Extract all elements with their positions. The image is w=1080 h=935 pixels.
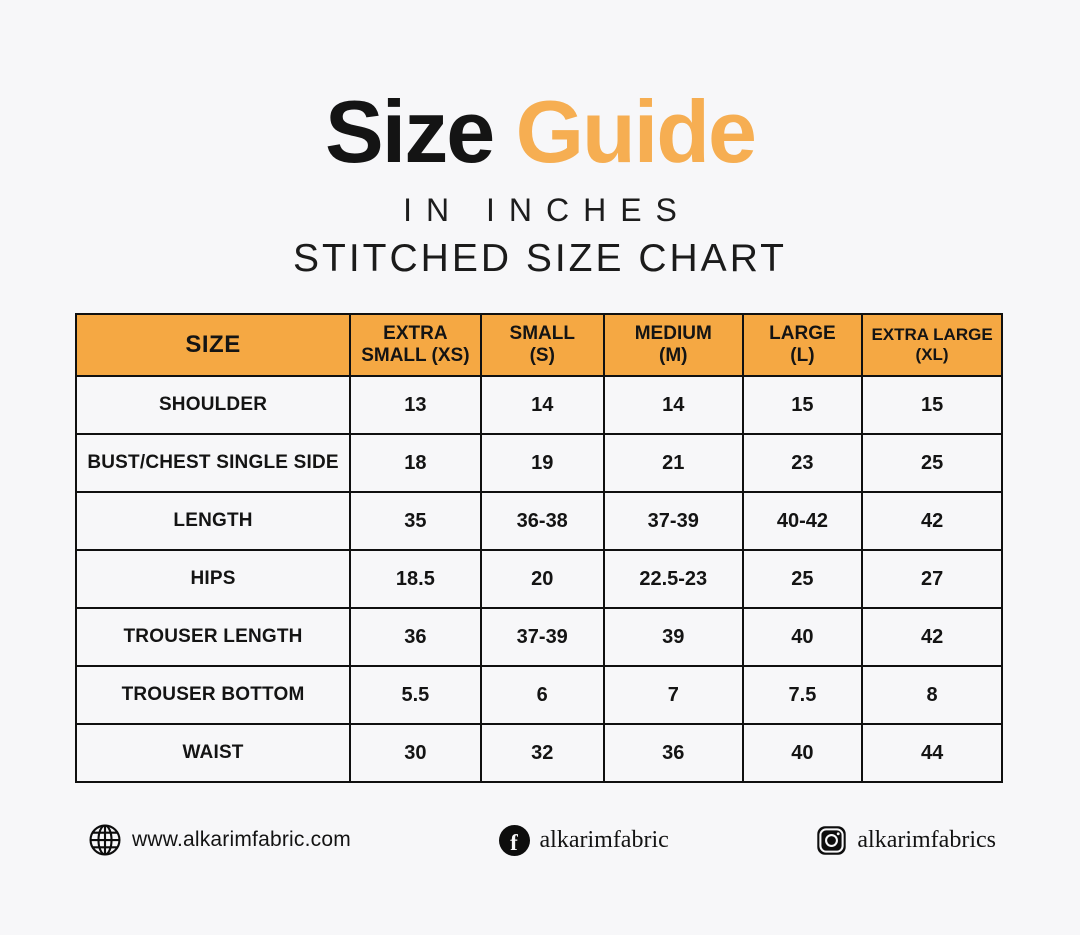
measurement-value: 40	[743, 724, 862, 782]
measurement-value: 6	[481, 666, 604, 724]
globe-icon	[88, 823, 122, 857]
heading-block	[0, 82, 1080, 281]
measurement-value: 36	[604, 724, 743, 782]
measurement-value: 22.5-23	[604, 550, 743, 608]
measurement-value: 42	[862, 492, 1002, 550]
column-header: EXTRA SMALL (XS)	[350, 314, 481, 376]
measurement-value: 37-39	[481, 608, 604, 666]
measurement-value: 25	[862, 434, 1002, 492]
measurement-value: 36	[350, 608, 481, 666]
measurement-value: 25	[743, 550, 862, 608]
measurement-value: 21	[604, 434, 743, 492]
measurement-value: 14	[481, 376, 604, 434]
footer-facebook	[499, 825, 669, 856]
measurement-value: 14	[604, 376, 743, 434]
table-row	[76, 550, 1002, 608]
measurement-value: 15	[862, 376, 1002, 434]
footer	[88, 818, 996, 862]
measurement-value: 40	[743, 608, 862, 666]
row-label: WAIST	[76, 724, 350, 782]
measurement-value: 35	[350, 492, 481, 550]
measurement-value: 19	[481, 434, 604, 492]
measurement-value: 8	[862, 666, 1002, 724]
column-header: SMALL (S)	[481, 314, 604, 376]
table-row	[76, 376, 1002, 434]
size-table-container	[75, 313, 1003, 783]
row-label: LENGTH	[76, 492, 350, 550]
measurement-value: 44	[862, 724, 1002, 782]
measurement-value: 7.5	[743, 666, 862, 724]
measurement-value: 42	[862, 608, 1002, 666]
measurement-value: 7	[604, 666, 743, 724]
measurement-value: 36-38	[481, 492, 604, 550]
measurement-value: 20	[481, 550, 604, 608]
column-header: MEDIUM (M)	[604, 314, 743, 376]
page-title-orange: Guide	[515, 82, 755, 181]
measurement-value: 30	[350, 724, 481, 782]
measurement-value: 5.5	[350, 666, 481, 724]
table-row	[76, 666, 1002, 724]
measurement-value: 37-39	[604, 492, 743, 550]
size-table	[75, 313, 1003, 783]
row-label: TROUSER LENGTH	[76, 608, 350, 666]
instagram-icon	[816, 825, 847, 856]
measurement-value: 18.5	[350, 550, 481, 608]
facebook-icon: f	[499, 825, 530, 856]
size-table-head-row	[76, 314, 1002, 376]
website-url: www.alkarimfabric.com	[132, 828, 351, 851]
facebook-handle: alkarimfabric	[539, 826, 669, 853]
measurement-value: 39	[604, 608, 743, 666]
row-label: BUST/CHEST SINGLE SIDE	[76, 434, 350, 492]
table-row	[76, 608, 1002, 666]
measurement-value: 23	[743, 434, 862, 492]
measurement-value: 15	[743, 376, 862, 434]
page-title	[0, 82, 1080, 181]
measurement-value: 18	[350, 434, 481, 492]
row-label: TROUSER BOTTOM	[76, 666, 350, 724]
footer-instagram	[816, 825, 996, 856]
table-row	[76, 492, 1002, 550]
measurement-value: 13	[350, 376, 481, 434]
column-header-size: SIZE	[76, 314, 350, 376]
table-row	[76, 724, 1002, 782]
measurement-value: 40-42	[743, 492, 862, 550]
table-row	[76, 434, 1002, 492]
measurement-value: 27	[862, 550, 1002, 608]
column-header: EXTRA LARGE (XL)	[862, 314, 1002, 376]
instagram-handle: alkarimfabrics	[857, 826, 996, 853]
measurement-value: 32	[481, 724, 604, 782]
row-label: SHOULDER	[76, 376, 350, 434]
page-title-black: Size	[325, 82, 494, 181]
subtitle-stitched-size-chart: STITCHED SIZE CHART	[293, 237, 787, 280]
footer-website	[88, 823, 351, 857]
row-label: HIPS	[76, 550, 350, 608]
column-header: LARGE (L)	[743, 314, 862, 376]
subtitle-in-inches: IN INCHES	[403, 192, 691, 228]
